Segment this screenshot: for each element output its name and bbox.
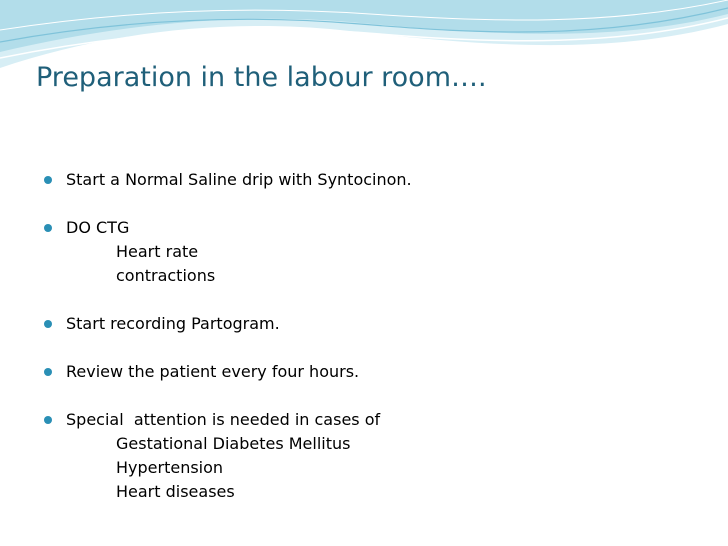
sub-item-hypertension: Hypertension bbox=[116, 458, 224, 477]
bullet-dot-icon bbox=[44, 368, 52, 376]
slide-title: Preparation in the labour room…. bbox=[36, 62, 487, 93]
bullet-item-special-attention bbox=[44, 408, 704, 504]
bullet-text: Start recording Partogram. bbox=[66, 314, 280, 333]
bullet-dot-icon bbox=[44, 224, 52, 232]
bullet-text: DO CTG bbox=[66, 218, 130, 237]
bullet-dot-icon bbox=[44, 176, 52, 184]
bullet-list bbox=[44, 168, 704, 504]
sub-item-contractions: contractions bbox=[116, 266, 216, 285]
bullet-item-review bbox=[44, 360, 704, 384]
sub-item-heart-rate: Heart rate bbox=[116, 242, 199, 261]
bullet-text: Start a Normal Saline drip with Syntocinon. bbox=[66, 170, 412, 189]
bullet-item-ctg bbox=[44, 216, 704, 288]
bullet-item-partogram bbox=[44, 312, 704, 336]
bullet-text: Review the patient every four hours. bbox=[66, 362, 360, 381]
bullet-text: Special attention is needed in cases of bbox=[66, 410, 381, 429]
bullet-item-normal-saline bbox=[44, 168, 704, 192]
sub-item-gestational-diabetes: Gestational Diabetes Mellitus bbox=[116, 434, 351, 453]
bullet-dot-icon bbox=[44, 320, 52, 328]
bullet-dot-icon bbox=[44, 416, 52, 424]
sub-item-heart-diseases: Heart diseases bbox=[116, 482, 235, 501]
